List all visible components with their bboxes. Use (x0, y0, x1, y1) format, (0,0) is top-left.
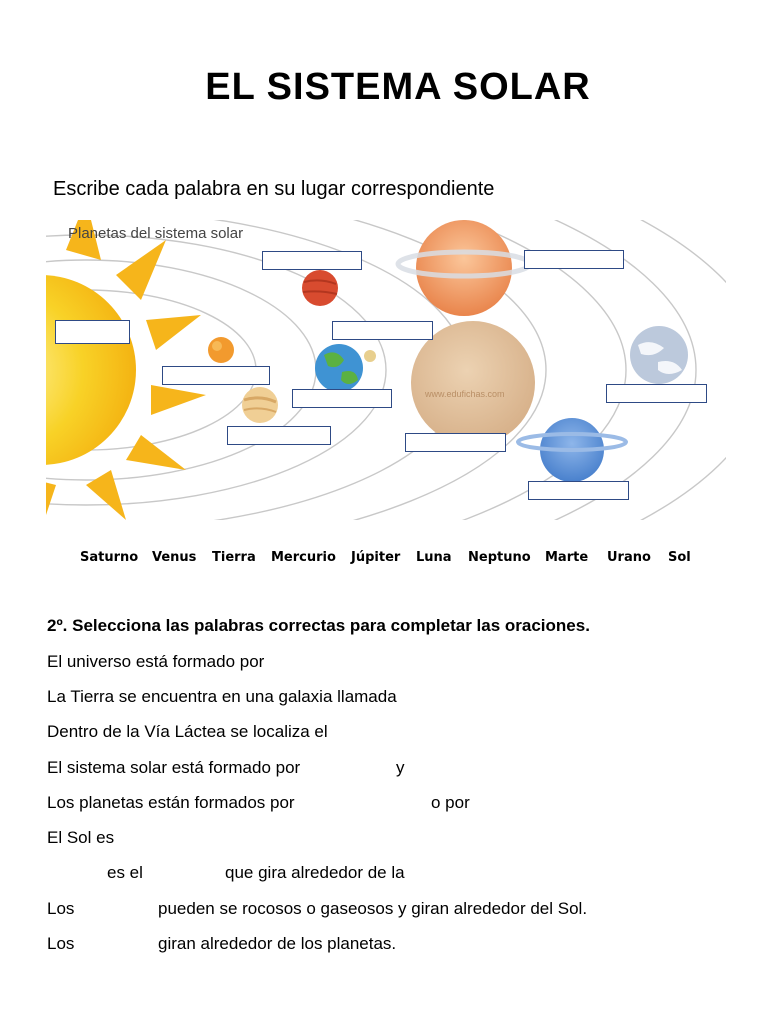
word-bank-marte: Marte (545, 550, 589, 565)
moon (364, 350, 376, 362)
label-box-6[interactable] (292, 389, 392, 408)
instruction-text: Escribe cada palabra en su lugar correspondiente (53, 178, 495, 200)
sentence-4-part-2: y (396, 758, 405, 777)
sentence-7-part-1: es el (107, 863, 143, 882)
sentence-4-part-1: El sistema solar está formado por (47, 758, 301, 777)
sentence-8-part-2: pueden se rocosos o gaseosos y giran alrededor del Sol. (158, 899, 588, 918)
label-box-3[interactable] (55, 320, 130, 344)
label-box-9[interactable] (405, 433, 506, 452)
page-title: EL SISTEMA SOLAR (205, 66, 591, 108)
label-box-10[interactable] (528, 481, 629, 500)
word-bank-jupiter: Júpiter (351, 550, 401, 565)
sentence-5-part-2: o por (431, 793, 470, 812)
sentence-1: El universo está formado por (47, 652, 265, 671)
label-box-1[interactable] (262, 251, 362, 270)
uranus-planet (630, 326, 688, 384)
word-bank-luna: Luna (416, 550, 452, 565)
label-box-4[interactable] (332, 321, 433, 340)
sentence-9-part-1: Los (47, 934, 75, 953)
sentence-6: El Sol es (47, 828, 115, 847)
word-bank-tierra: Tierra (212, 550, 256, 565)
word-bank-venus: Venus (152, 550, 197, 565)
word-bank-saturno: Saturno (80, 550, 139, 565)
sentence-5-part-1: Los planetas están formados por (47, 793, 295, 812)
word-bank-sol: Sol (668, 550, 691, 565)
neptune-planet (518, 418, 626, 482)
venus-planet (242, 387, 278, 423)
label-box-2[interactable] (524, 250, 624, 269)
word-bank-mercurio: Mercurio (271, 550, 336, 565)
mercury-planet (208, 337, 234, 363)
word-bank-urano: Urano (607, 550, 651, 565)
sentence-2: La Tierra se encuentra en una galaxia llamada (47, 687, 397, 706)
saturn-planet (398, 220, 530, 316)
earth-planet (315, 344, 363, 392)
solar-system-illustration (46, 220, 726, 520)
label-box-7[interactable] (606, 384, 707, 403)
label-box-5[interactable] (162, 366, 270, 385)
label-box-8[interactable] (227, 426, 331, 445)
section2-heading: 2º. Selecciona las palabras correctas para completar las oraciones. (47, 616, 590, 635)
sentence-8-part-1: Los (47, 899, 75, 918)
word-bank-neptuno: Neptuno (468, 550, 531, 565)
sentence-9-part-2: giran alrededor de los planetas. (158, 934, 397, 953)
mars-planet (302, 270, 338, 306)
sentence-7-part-2: que gira alrededor de la (225, 863, 405, 882)
figure-title: Planetas del sistema solar (68, 225, 244, 242)
watermark-text: www.edufichas.com (425, 389, 505, 399)
sentence-3: Dentro de la Vía Láctea se localiza el (47, 722, 328, 741)
